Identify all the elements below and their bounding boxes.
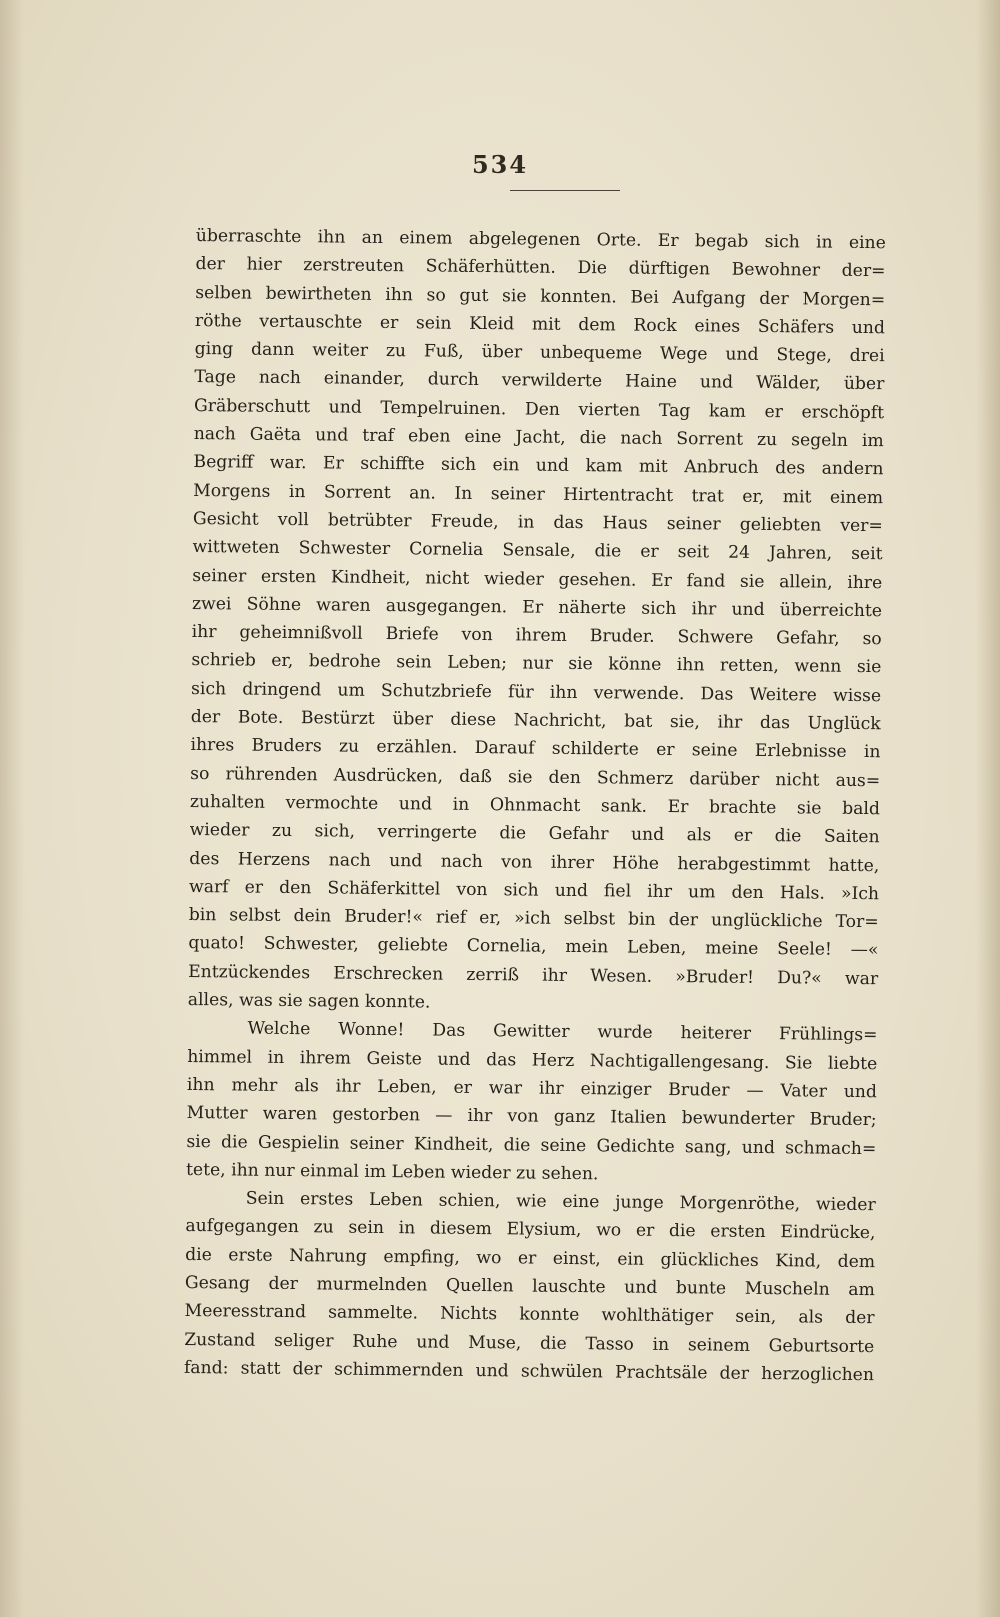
page-left-shadow bbox=[0, 0, 24, 1617]
text-line: fand: statt der schimmernden und schwülen Prachtsäle der herzoglichen bbox=[183, 1357, 875, 1386]
text-line: sie die Gespielin seiner Kindheit, die seine Gedichte sang, und schmach= bbox=[186, 1131, 877, 1159]
text-line: ihres Bruders zu erzählen. Darauf schilderte er seine Erlebnisse in bbox=[190, 735, 881, 763]
text-line: Tage nach einander, durch verwilderte Haine und Wälder, über bbox=[194, 367, 885, 395]
body-text bbox=[184, 222, 886, 1389]
text-line: Mutter waren gestorben — ihr von ganz Italien bewunderter Bruder; bbox=[186, 1103, 877, 1131]
text-line: ging dann weiter zu Fuß, über unbequeme Wege und Stege, drei bbox=[194, 339, 885, 367]
text-line: wieder zu sich, verringerte die Gefahr und als er die Saiten bbox=[189, 820, 880, 848]
text-line: schrieb er, bedrohe sein Leben; nur sie könne ihn retten, wenn sie bbox=[191, 650, 882, 678]
text-line: warf er den Schäferkittel von sich und fiel ihr um den Hals. »Ich bbox=[188, 876, 880, 905]
header-rule bbox=[510, 190, 620, 191]
text-line: seiner ersten Kindheit, nicht wieder gesehen. Er fand sie allein, ihre bbox=[192, 565, 883, 593]
text-line: ihr geheimnißvoll Briefe von ihrem Bruder. Schwere Gefahr, so bbox=[191, 622, 882, 650]
text-line: so rührenden Ausdrücken, daß sie den Schmerz darüber nicht aus= bbox=[190, 763, 881, 791]
text-line: die erste Nahrung empfing, wo er einst, ein glückliches Kind, dem bbox=[185, 1244, 876, 1272]
text-line: Begriff war. Er schiffte sich ein und kam mit Anbruch des andern bbox=[193, 452, 884, 480]
page-right-shadow bbox=[976, 0, 1000, 1617]
text-line: Gesicht voll betrübter Freude, in das Haus seiner geliebten ver= bbox=[192, 508, 883, 537]
text-line: des Herzens nach und nach von ihrer Höhe herabgestimmt hatte, bbox=[189, 848, 880, 876]
text-line: Entzückendes Erschrecken zerriß ihr Wesen. »Bruder! Du?« war bbox=[188, 961, 879, 989]
text-line: der hier zerstreuten Schäferhütten. Die dürftigen Bewohner der= bbox=[195, 254, 886, 282]
text-line: zwei Söhne waren ausgegangen. Er näherte sich ihr und überreichte bbox=[191, 593, 883, 622]
text-line: Welche Wonne! Das Gewitter wurde heiterer Frühlings= bbox=[247, 1018, 878, 1046]
text-line: zuhalten vermochte und in Ohnmacht sank. Er brachte sie bald bbox=[189, 791, 880, 820]
text-line: quato! Schwester, geliebte Cornelia, mein Leben, meine Seele! —« bbox=[188, 933, 879, 961]
text-line: sich dringend um Schutzbriefe für ihn verwende. Das Weitere wisse bbox=[191, 678, 882, 706]
text-line: röthe vertauschte er sein Kleid mit dem Rock eines Schäfers und bbox=[194, 310, 886, 339]
text-line: wittweten Schwester Cornelia Sensale, die er seit 24 Jahren, seit bbox=[192, 537, 883, 565]
text-line: ihn mehr als ihr Leben, er war ihr einziger Bruder — Vater und bbox=[186, 1074, 878, 1103]
text-line: alles, was sie sagen konnte. bbox=[187, 989, 431, 1013]
text-line: Sein erstes Leben schien, wie eine junge Morgenröthe, wieder bbox=[245, 1188, 876, 1216]
text-line: selben bewirtheten ihn so gut sie konnten. Bei Aufgang der Morgen= bbox=[195, 282, 886, 310]
text-line: tete, ihn nur einmal im Leben wieder zu sehen. bbox=[185, 1159, 599, 1185]
text-line: nach Gaëta und traf eben eine Jacht, die nach Sorrent zu segeln im bbox=[193, 424, 884, 452]
text-line: aufgegangen zu sein in diesem Elysium, wo er die ersten Eindrücke, bbox=[185, 1216, 876, 1244]
text-line: himmel in ihrem Geiste und das Herz Nachtigallengesang. Sie liebte bbox=[187, 1046, 878, 1074]
text-line: Gräberschutt und Tempelruinen. Den vierten Tag kam er erschöpft bbox=[193, 395, 885, 423]
text-line: der Bote. Bestürzt über diese Nachricht, bat sie, ihr das Unglück bbox=[190, 707, 881, 735]
text-line: bin selbst dein Bruder!« rief er, »ich selbst bin der unglückliche Tor= bbox=[188, 905, 879, 933]
text-line: überraschte ihn an einem abgelegenen Orte. Er begab sich in eine bbox=[195, 225, 886, 254]
text-line: Gesang der murmelnden Quellen lauschte und bunte Muscheln am bbox=[184, 1272, 875, 1301]
text-line: Zustand seliger Ruhe und Muse, die Tasso in seinem Geburtsorte bbox=[184, 1329, 875, 1357]
text-line: Meeresstrand sammelte. Nichts konnte wohlthätiger sein, als der bbox=[184, 1301, 875, 1329]
page-number: 534 bbox=[471, 150, 529, 179]
text-line: Morgens in Sorrent an. In seiner Hirtentracht trat er, mit einem bbox=[193, 480, 884, 508]
